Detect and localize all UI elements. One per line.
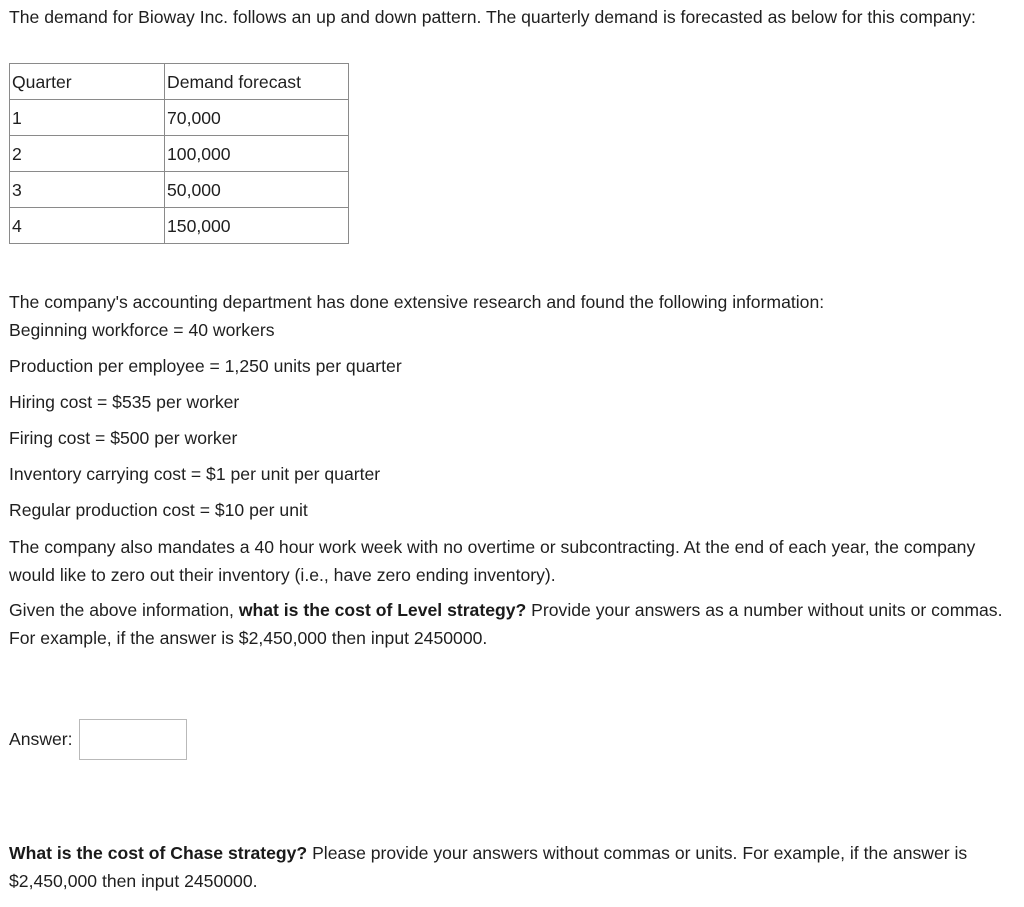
- question2-suffix: Please provide your answers without commas or units. For example, if the answer is $2,450,000 then input 2450000.: [9, 843, 968, 891]
- regular-production-cost: Regular production cost = $10 per unit: [9, 500, 308, 520]
- inventory-carrying-cost: Inventory carrying cost = $1 per unit per quarter: [9, 464, 381, 484]
- demand-cell: 150,000: [165, 208, 349, 244]
- demand-forecast-table: [9, 63, 349, 244]
- intro-text: The demand for Bioway Inc. follows an up and down pattern. The quarterly demand is forecasted as below for this company:: [9, 7, 976, 27]
- firing-cost: Firing cost = $500 per worker: [9, 428, 238, 448]
- header-demand-forecast: Demand forecast: [165, 64, 349, 100]
- quarter-cell: 1: [10, 100, 165, 136]
- question1-bold: what is the cost of Level strategy?: [238, 600, 527, 620]
- table-row: [10, 100, 349, 136]
- demand-cell: 50,000: [165, 172, 349, 208]
- question1-suffix: Provide your answers as a number without units or commas. For example, if the answer is $2,450,000 then input 2450000.: [9, 600, 1003, 648]
- production-per-employee: Production per employee = 1,250 units per quarter: [9, 356, 402, 376]
- research-paragraph: [9, 288, 1014, 344]
- table-row: [10, 172, 349, 208]
- table-header-row: [10, 64, 349, 100]
- research-line-1: The company's accounting department has done extensive research and found the following information:: [9, 292, 825, 312]
- table-row: [10, 208, 349, 244]
- quarter-cell: 3: [10, 172, 165, 208]
- answer-row: [9, 719, 187, 760]
- answer-input[interactable]: [79, 719, 187, 760]
- chase-strategy-question: [9, 839, 1014, 895]
- header-quarter: Quarter: [10, 64, 165, 100]
- level-strategy-question: [9, 596, 1014, 652]
- demand-cell: 70,000: [165, 100, 349, 136]
- quarter-cell: 4: [10, 208, 165, 244]
- question2-bold: What is the cost of Chase strategy?: [9, 843, 308, 863]
- hiring-cost: Hiring cost = $535 per worker: [9, 392, 240, 412]
- demand-cell: 100,000: [165, 136, 349, 172]
- mandate-paragraph: The company also mandates a 40 hour work week with no overtime or subcontracting. At the end of each year, the company would like to zero out their inventory (i.e., have zero ending inventory).: [9, 537, 976, 585]
- beginning-workforce: Beginning workforce = 40 workers: [9, 320, 275, 340]
- question1-prefix: Given the above information,: [9, 600, 239, 620]
- answer-label: Answer:: [9, 729, 73, 749]
- table-row: [10, 136, 349, 172]
- quarter-cell: 2: [10, 136, 165, 172]
